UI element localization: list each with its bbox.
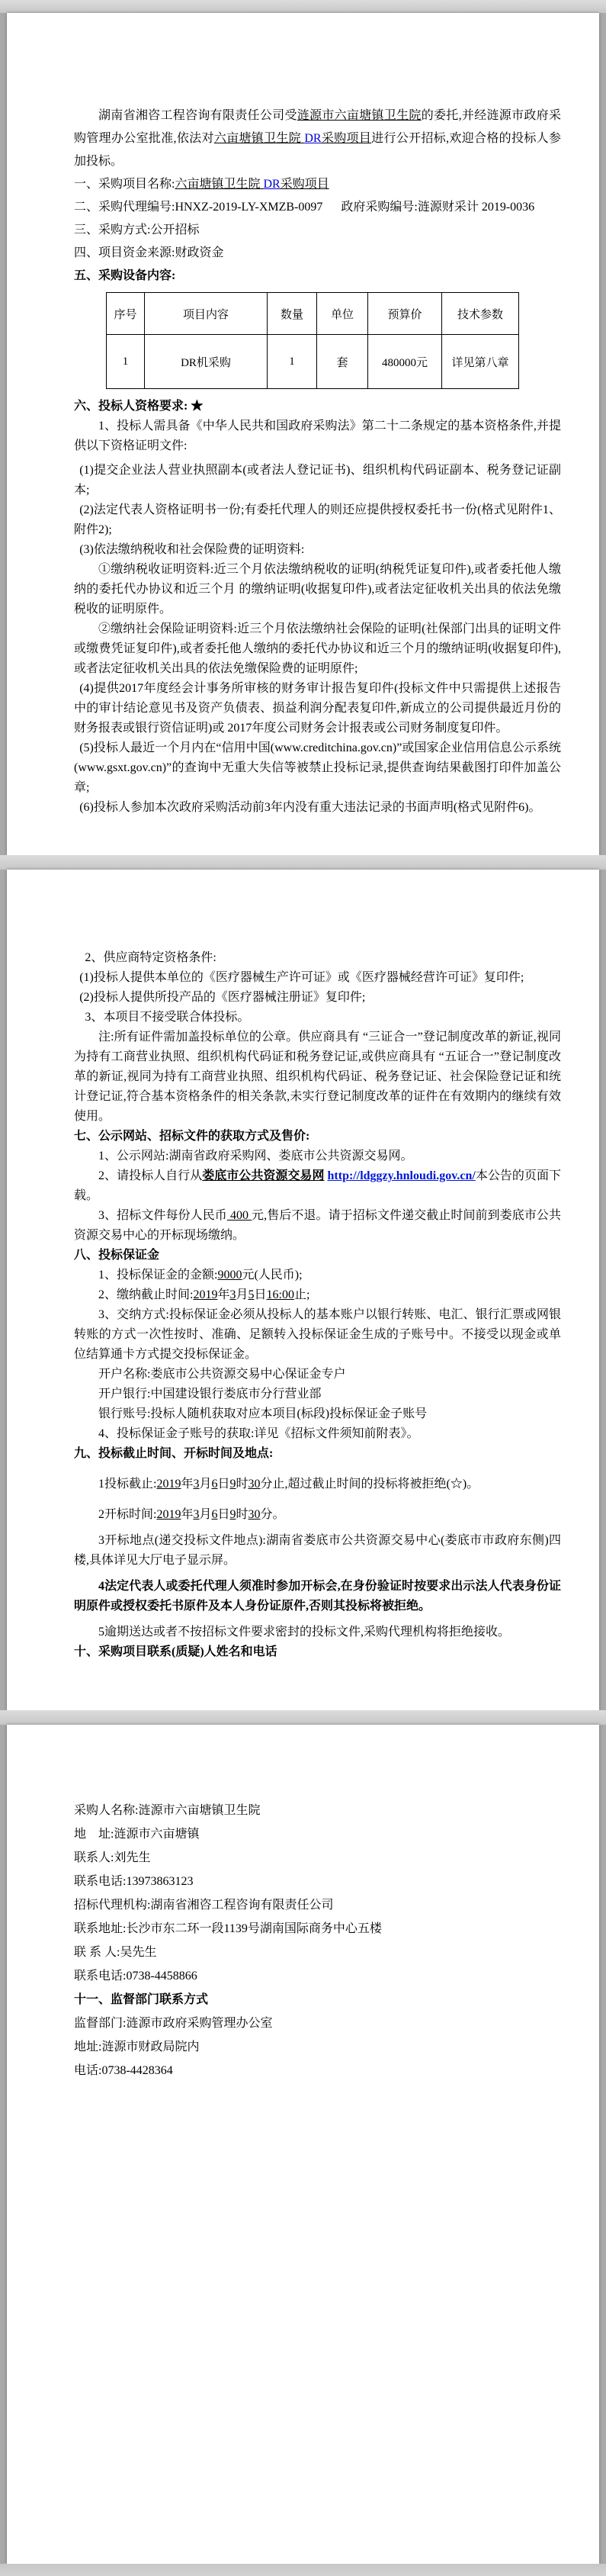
supervision-department-line: 监督部门:涟源市政府采购管理办公室 [74, 2017, 273, 2030]
text-segment: 6 [211, 1508, 218, 1521]
no-consortium-line: 3、本项目不接受联合体投标。 [85, 1011, 250, 1024]
agency-code-line: 二、采购代理编号:HNXZ-2019-LY-XMZB-0097 政府采购编号:涟源财采计 2019-0036 [74, 201, 535, 214]
agency-contact-line: 联 系 人:吴先生 [74, 1946, 157, 1959]
qualification-item-5: (5)投标人最近一个月内在“信用中国(www.creditchina.gov.cn)”或国家企业信用信息公示系统(www.gsxt.gov.cn)”的查询中无重大失信等被禁止投标记录,提供查询结果截图打印件加盖公章; [74, 741, 561, 794]
bid-deadline-line [74, 1475, 561, 1494]
table-cell: 详见第八章 [442, 335, 519, 389]
table-header-cell: 数量 [268, 293, 317, 335]
text-segment: 月 [199, 1478, 212, 1491]
url-link[interactable]: http://ldggzy.hnloudi.gov.cn/ [327, 1169, 476, 1182]
supervision-address-line: 地址:涟源市财政局院内 [74, 2041, 200, 2053]
qualification-item-1: (1)提交企业法人营业执照副本(或者法人登记证书)、组织机构代码证副本、税务登记证副本; [74, 464, 561, 497]
text-segment: 月 [199, 1508, 212, 1521]
equipment-content-heading: 五、采购设备内容: [74, 269, 176, 282]
text-segment: 分止,超过截止时间的投标将被拒绝(☆)。 [260, 1478, 479, 1491]
qualification-heading [74, 397, 561, 416]
text-segment: DR [304, 132, 322, 145]
text-segment: 分。 [260, 1508, 285, 1521]
text-segment: 年 [181, 1478, 194, 1491]
supervision-phone-line: 电话:0738-4428364 [74, 2064, 173, 2077]
agency-phone-line: 联系电话:0738-4458866 [74, 1970, 197, 1983]
text-segment: 2019 [156, 1478, 181, 1491]
table-row [107, 335, 519, 389]
table-header-cell: 技术参数 [442, 293, 519, 335]
text-segment: 一、采购项目名称: [74, 178, 175, 191]
website-price-heading: 七、公示网站、招标文件的获取方式及售价: [74, 1130, 310, 1143]
bond-subaccount-line: 4、投标保证金子账号的获取:详见《招标文件须知前附表》。 [98, 1427, 419, 1440]
text-segment: 30 [248, 1508, 261, 1521]
text-segment: 9 [229, 1478, 236, 1491]
table-cell: 1 [268, 335, 317, 389]
text-segment: 年 [181, 1508, 194, 1521]
bond-deadline-line [74, 1285, 561, 1305]
text-segment: 1投标截止: [98, 1478, 157, 1491]
page-gap [0, 1710, 606, 1725]
page-3 [7, 1725, 599, 2564]
qualification-item-6: (6)投标人参加本次政府采购活动前3年内没有重大违法记录的书面声明(格式见附件6)。 [79, 801, 541, 814]
text-segment: 月 [236, 1288, 248, 1301]
text-segment: 9000 [217, 1269, 242, 1282]
bank-account-number-line: 银行账号:投标人随机获取对应本项目(标段)投标保证金子账号 [98, 1407, 428, 1420]
table-cell: DR机采购 [145, 335, 268, 389]
text-segment: 娄底市公共资源交易网 [202, 1169, 325, 1182]
procurement-method-line: 三、采购方式:公开招标 [74, 224, 200, 236]
table-cell: 1 [107, 335, 145, 389]
table-header-cell: 单位 [317, 293, 368, 335]
text-segment: 日 [254, 1288, 267, 1301]
text-segment: 采购项目 [280, 178, 329, 191]
text-segment: 1、投标保证金的金额: [98, 1269, 218, 1282]
purchaser-phone-line: 联系电话:13973863123 [74, 1875, 194, 1888]
page-gap [0, 855, 606, 870]
agency-address-line: 联系地址:长沙市东二环一段1139号湖南国际商务中心五楼 [74, 1922, 382, 1935]
text-segment: 6 [211, 1478, 218, 1491]
text-segment: 2开标时间: [98, 1508, 157, 1521]
supplier-condition-2: (2)投标人提供所投产品的《医疗器械注册证》复印件; [79, 991, 366, 1004]
qualification-item-3: (3)依法缴纳税收和社会保险费的证明资料: [79, 543, 305, 556]
table-cell: 480000元 [368, 335, 442, 389]
purchaser-name-line: 采购人名称:涟源市六亩塘镇卫生院 [74, 1804, 261, 1817]
representative-requirement-line: 4法定代表人或委托代理人须准时参加开标会,在身份验证时按要求出示法人代表身份证明原件或授权委托书原件及本人身份证原件,否则其投标将被拒绝。 [74, 1580, 561, 1613]
star-icon: ★ [191, 400, 204, 413]
project-name-line [74, 173, 561, 196]
text-segment: DR [263, 178, 281, 191]
text-segment: 六亩塘镇卫生院 [175, 178, 264, 191]
text-segment: 16:00 [266, 1288, 294, 1301]
qualification-item-2: (2)法定代表人资格证明书一份;有委托代理人的则还应提供授权委托书一份(格式见附件1、附件2); [74, 503, 561, 536]
project-contact-heading: 十、采购项目联系(质疑)人姓名和电话 [74, 1645, 277, 1658]
agency-name-line: 招标代理机构:湖南省湘咨工程咨询有限责任公司 [74, 1899, 334, 1912]
bank-account-name-line: 开户名称:娄底市公共资源交易中心保证金专户 [98, 1368, 346, 1381]
text-segment: 日 [217, 1508, 230, 1521]
purchaser-contact-line: 联系人:刘先生 [74, 1851, 151, 1864]
page-1 [7, 13, 599, 855]
text-segment: 日 [217, 1478, 230, 1491]
bid-bond-heading: 八、投标保证金 [74, 1249, 160, 1262]
text-segment: 3 [193, 1478, 200, 1491]
text-segment: 元(人民币); [242, 1269, 303, 1282]
social-insurance-proof-line: ②缴纳社会保险证明资料:近三个月依法缴纳社会保险的证明(社保部门出具的证明文件或缴费凭证复印件),或者委托他人缴纳的委托代办协议和近三个月的缴纳证明(收据复印件),或者法定征收机关出具的依法免缴保险费的证明原件; [74, 622, 561, 675]
text-segment: 止; [293, 1288, 310, 1301]
table-cell: 套 [317, 335, 368, 389]
table-header-cell: 项目内容 [145, 293, 268, 335]
text-segment: 进行公开招标,欢迎合格的投标人参加投标。 [74, 132, 561, 168]
tax-proof-line: ①缴纳税收证明资料:近三个月依法缴纳税收的证明(纳税凭证复印件),或者委托他人缴纳的委托代办协议和近三个月 的缴纳证明(收据复印件),或者法定征收机关出具的依法免缴税收的证明原件。 [74, 563, 561, 616]
text-segment: 采购项目 [321, 132, 372, 145]
page-2 [7, 870, 599, 1710]
text-segment: 的委托,并经涟源市政府采购管理办公室批准,依法对 [74, 109, 561, 145]
supplier-conditions-heading: 2、供应商特定资格条件: [85, 951, 216, 964]
text-segment: 5 [248, 1288, 255, 1301]
text-segment: 元,售后不退。请于招标文件递交截止时间前到娄底市公共资源交易中心的开标现场缴纳。 [74, 1209, 561, 1242]
intro-paragraph [74, 105, 561, 173]
text-segment: 六、投标人资格要求: [74, 400, 191, 413]
download-line [74, 1166, 561, 1206]
bond-payment-method-line: 3、交纳方式:投标保证金必须从投标人的基本账户以银行转账、电汇、银行汇票或网银转账的方式一次性按时、准确、足额转入投标保证金生成的子账号中。不接受以现金或单位结算通卡方式提交投标保证金。 [74, 1308, 561, 1361]
text-segment: 时 [236, 1508, 248, 1521]
table-header-cell: 预算价 [368, 293, 442, 335]
text-segment: 2、请投标人自行从 [98, 1169, 203, 1182]
equipment-table [106, 292, 519, 389]
qualification-item-4: (4)提供2017年度经会计事务所审核的财务审计报告复印件(投标文件中只需提供上述报告中的审计结论意见书及资产负债表、损益利润分配表复印件,新成立的公司提供最近月份的财务报表或银行资信证明)或 2017年度公司财务会计报表或公司财务制度复印件。 [74, 682, 561, 735]
fund-source-line: 四、项目资金来源:财政资金 [74, 246, 224, 259]
text-segment: 3 [229, 1288, 236, 1301]
text-segment: 3 [193, 1508, 200, 1521]
supplier-condition-1: (1)投标人提供本单位的《医疗器械生产许可证》或《医疗器械经营许可证》复印件; [79, 971, 524, 984]
text-segment: 本公告的页面下载。 [74, 1169, 561, 1202]
opening-time-line [74, 1505, 561, 1525]
text-segment: 3、招标文件每份人民币 [98, 1209, 227, 1222]
text-segment: 9 [229, 1508, 236, 1521]
purchaser-address-line: 地 址:涟源市六亩塘镇 [74, 1828, 200, 1841]
text-segment: 年 [217, 1288, 230, 1301]
opening-place-line: 3开标地点(递交投标文件地点):湖南省娄底市公共资源交易中心(娄底市市政府东侧)四楼,具体详见大厅电子显示屏。 [74, 1534, 561, 1567]
text-segment: 时 [236, 1478, 248, 1491]
publicity-website-line: 1、公示网站:湖南省政府采购网、娄底市公共资源交易网。 [98, 1150, 413, 1163]
supervision-heading: 十一、监督部门联系方式 [74, 1993, 209, 2006]
text-segment: 400 [226, 1209, 252, 1222]
late-delivery-line: 5逾期送达或者不按招标文件要求密封的投标文件,采购代理机构将拒绝接收。 [98, 1626, 511, 1639]
certificates-note: 注:所有证件需加盖投标单位的公章。供应商具有 “三证合一”登记制度改革的新证,视同为持有工商营业执照、组织机构代码证和税务登记证,或供应商具有 “五证合一”登记制度改革的新证,视同为持有工商营业执照、组织机构代码证、税务登记证、社会保险登记证和统计登记证,符合基本资格条件的相关条款,未实行登记制度改革的证件在有效期内的继续有效使用。 [74, 1031, 561, 1123]
text-segment: 2019 [193, 1288, 218, 1301]
text-segment: 涟源市六亩塘镇卫生院 [297, 109, 422, 122]
text-segment: 30 [248, 1478, 261, 1491]
text-segment: 2019 [156, 1508, 181, 1521]
qualification-basic-line: 1、投标人需具备《中华人民共和国政府采购法》第二十二条规定的基本资格条件,并提供以下资格证明文件: [74, 420, 561, 452]
bank-name-line: 开户银行:中国建设银行娄底市分行营业部 [98, 1388, 322, 1401]
viewer-top-margin [0, 0, 606, 13]
table-header-cell: 序号 [107, 293, 145, 335]
document-price-line [74, 1206, 561, 1246]
viewer-bottom-margin [0, 2564, 606, 2576]
bond-amount-line [74, 1265, 561, 1285]
text-segment: 湖南省湘咨工程咨询有限责任公司受 [98, 109, 297, 122]
text-segment: 六亩塘镇卫生院 [213, 132, 305, 145]
bid-opening-heading: 九、投标截止时间、开标时间及地点: [74, 1447, 274, 1460]
text-segment: 2、缴纳截止时间: [98, 1288, 194, 1301]
table-header-row [107, 293, 519, 335]
